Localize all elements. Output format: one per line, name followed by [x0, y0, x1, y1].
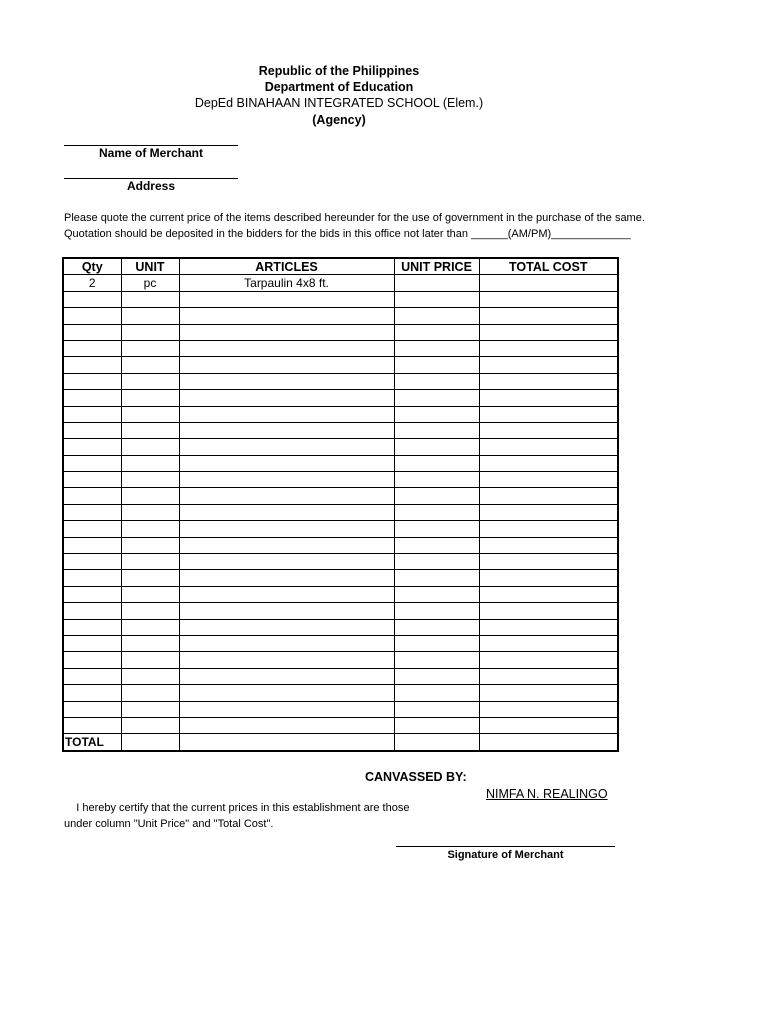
cell-total-cost[interactable] [479, 422, 618, 438]
cell-articles[interactable] [179, 504, 394, 520]
cell-qty[interactable] [63, 406, 121, 422]
table-row [63, 521, 618, 537]
cell-articles[interactable] [179, 586, 394, 602]
certification-line-2: under column "Unit Price" and "Total Cost". [64, 818, 274, 830]
cell-qty[interactable] [63, 340, 121, 356]
header-agency: (Agency) [312, 113, 366, 127]
cell-unit-price[interactable] [394, 373, 479, 389]
cell-qty[interactable] [63, 668, 121, 684]
cell-unit[interactable]: pc [121, 275, 179, 291]
cell-qty[interactable] [63, 422, 121, 438]
address-label: Address [126, 179, 176, 193]
table-row [63, 488, 618, 504]
cell-unit-price[interactable] [394, 455, 479, 471]
cell-unit-price[interactable] [394, 504, 479, 520]
cell-unit-price[interactable] [394, 668, 479, 684]
table-row [63, 504, 618, 520]
cell-qty[interactable] [63, 554, 121, 570]
cell-total-cost[interactable] [479, 488, 618, 504]
cell-qty[interactable] [63, 488, 121, 504]
table-row [63, 406, 618, 422]
cell-unit-price[interactable] [394, 340, 479, 356]
cell-total-cost[interactable] [479, 668, 618, 684]
cell-unit[interactable] [121, 455, 179, 471]
cell-unit[interactable] [121, 373, 179, 389]
total-articles-cell[interactable] [179, 734, 394, 751]
cell-unit[interactable] [121, 324, 179, 340]
table-row [63, 357, 618, 373]
cell-articles[interactable] [179, 619, 394, 635]
cell-unit[interactable] [121, 472, 179, 488]
cell-articles[interactable] [179, 717, 394, 733]
table-header-row [63, 258, 618, 275]
cell-qty[interactable] [63, 308, 121, 324]
cell-unit[interactable] [121, 570, 179, 586]
cell-qty[interactable] [63, 635, 121, 651]
cell-articles[interactable] [179, 635, 394, 651]
cell-unit-price[interactable] [394, 291, 479, 307]
total-label: TOTAL [63, 734, 121, 751]
cell-total-cost[interactable] [479, 603, 618, 619]
header-department: Department of Education [264, 80, 414, 94]
table-row [63, 668, 618, 684]
cell-total-cost[interactable] [479, 521, 618, 537]
cell-unit[interactable] [121, 668, 179, 684]
cell-total-cost[interactable] [479, 685, 618, 701]
cell-qty[interactable] [63, 586, 121, 602]
cell-total-cost[interactable] [479, 439, 618, 455]
table-row [63, 291, 618, 307]
signature-label: Signature of Merchant [447, 849, 564, 861]
certification-line-1: I hereby certify that the current prices in this establishment are those [64, 802, 410, 814]
cell-articles[interactable] [179, 324, 394, 340]
canvasser-name: NIMFA N. REALINGO [486, 787, 608, 801]
cell-total-cost[interactable] [479, 373, 618, 389]
cell-unit[interactable] [121, 291, 179, 307]
table-row [63, 685, 618, 701]
table-row [63, 586, 618, 602]
cell-articles[interactable] [179, 554, 394, 570]
table-row [63, 455, 618, 471]
cell-total-cost[interactable] [479, 308, 618, 324]
cell-unit[interactable] [121, 406, 179, 422]
cell-articles[interactable] [179, 373, 394, 389]
table-row [63, 439, 618, 455]
cell-articles[interactable] [179, 291, 394, 307]
cell-articles[interactable] [179, 406, 394, 422]
cell-articles[interactable] [179, 439, 394, 455]
total-cost-cell[interactable] [479, 734, 618, 751]
cell-total-cost[interactable] [479, 357, 618, 373]
cell-unit[interactable] [121, 537, 179, 553]
cell-qty[interactable] [63, 291, 121, 307]
cell-unit[interactable] [121, 521, 179, 537]
col-header-unit: UNIT [121, 258, 179, 275]
cell-unit-price[interactable] [394, 717, 479, 733]
cell-unit-price[interactable] [394, 324, 479, 340]
cell-unit-price[interactable] [394, 554, 479, 570]
cell-articles[interactable] [179, 340, 394, 356]
cell-total-cost[interactable] [479, 504, 618, 520]
cell-unit-price[interactable] [394, 603, 479, 619]
cell-qty[interactable] [63, 472, 121, 488]
cell-qty[interactable] [63, 455, 121, 471]
cell-qty[interactable] [63, 652, 121, 668]
cell-articles[interactable] [179, 537, 394, 553]
cell-total-cost[interactable] [479, 652, 618, 668]
cell-articles[interactable] [179, 521, 394, 537]
cell-qty[interactable] [63, 357, 121, 373]
cell-articles[interactable] [179, 668, 394, 684]
col-header-articles: ARTICLES [179, 258, 394, 275]
cell-unit[interactable] [121, 308, 179, 324]
table-row [63, 324, 618, 340]
cell-unit[interactable] [121, 340, 179, 356]
cell-unit-price[interactable] [394, 586, 479, 602]
cell-unit[interactable] [121, 685, 179, 701]
cell-qty[interactable] [63, 603, 121, 619]
cell-unit-price[interactable] [394, 439, 479, 455]
cell-unit[interactable] [121, 701, 179, 717]
cell-qty[interactable] [63, 619, 121, 635]
cell-unit-price[interactable] [394, 406, 479, 422]
cell-total-cost[interactable] [479, 291, 618, 307]
table-row [63, 275, 618, 291]
cell-articles[interactable] [179, 603, 394, 619]
table-row [63, 308, 618, 324]
cell-total-cost[interactable] [479, 635, 618, 651]
cell-total-cost[interactable] [479, 537, 618, 553]
cell-total-cost[interactable] [479, 717, 618, 733]
cell-unit-price[interactable] [394, 701, 479, 717]
cell-unit-price[interactable] [394, 635, 479, 651]
cell-total-cost[interactable] [479, 324, 618, 340]
cell-qty[interactable] [63, 373, 121, 389]
signature-line[interactable] [396, 846, 615, 847]
cell-unit-price[interactable] [394, 685, 479, 701]
col-header-total-cost: TOTAL COST [479, 258, 618, 275]
cell-total-cost[interactable] [479, 619, 618, 635]
table-row [63, 635, 618, 651]
cell-articles[interactable] [179, 652, 394, 668]
table-row [63, 603, 618, 619]
cell-unit-price[interactable] [394, 570, 479, 586]
total-unit-price-cell[interactable] [394, 734, 479, 751]
cell-articles[interactable] [179, 308, 394, 324]
cell-articles[interactable] [179, 701, 394, 717]
cell-unit[interactable] [121, 504, 179, 520]
cell-articles[interactable] [179, 390, 394, 406]
table-row [63, 554, 618, 570]
cell-qty[interactable] [63, 324, 121, 340]
cell-total-cost[interactable] [479, 554, 618, 570]
cell-articles[interactable] [179, 685, 394, 701]
cell-total-cost[interactable] [479, 586, 618, 602]
instructions-line-2: Quotation should be deposited in the bidders for the bids in this office not later than ______(AM/PM)_____________ [64, 228, 631, 240]
cell-unit-price[interactable] [394, 275, 479, 291]
cell-unit-price[interactable] [394, 308, 479, 324]
canvassed-by-label: CANVASSED BY: [365, 770, 467, 784]
cell-qty[interactable] [63, 570, 121, 586]
cell-unit-price[interactable] [394, 357, 479, 373]
cell-qty[interactable] [63, 439, 121, 455]
cell-unit[interactable] [121, 652, 179, 668]
cell-unit[interactable] [121, 390, 179, 406]
cell-articles[interactable] [179, 488, 394, 504]
header-school: DepEd BINAHAAN INTEGRATED SCHOOL (Elem.) [194, 96, 484, 110]
cell-total-cost[interactable] [479, 701, 618, 717]
cell-qty[interactable]: 2 [63, 275, 121, 291]
table-row [63, 652, 618, 668]
table-row [63, 390, 618, 406]
header-republic: Republic of the Philippines [258, 64, 420, 78]
table-row [63, 472, 618, 488]
cell-unit-price[interactable] [394, 537, 479, 553]
cell-total-cost[interactable] [479, 340, 618, 356]
cell-total-cost[interactable] [479, 275, 618, 291]
cell-unit[interactable] [121, 586, 179, 602]
cell-unit[interactable] [121, 603, 179, 619]
total-unit-cell[interactable] [121, 734, 179, 751]
cell-unit[interactable] [121, 439, 179, 455]
cell-total-cost[interactable] [479, 570, 618, 586]
cell-unit[interactable] [121, 717, 179, 733]
instructions-line-1: Please quote the current price of the items described hereunder for the use of government in the purchase of the same. [64, 212, 645, 224]
cell-articles[interactable]: Tarpaulin 4x8 ft. [179, 275, 394, 291]
table-total-row [63, 734, 618, 751]
table-row [63, 340, 618, 356]
cell-unit-price[interactable] [394, 422, 479, 438]
table-row [63, 619, 618, 635]
table-row [63, 373, 618, 389]
merchant-name-label: Name of Merchant [98, 146, 204, 160]
table-row [63, 570, 618, 586]
cell-total-cost[interactable] [479, 406, 618, 422]
table-row [63, 537, 618, 553]
cell-unit[interactable] [121, 488, 179, 504]
cell-unit[interactable] [121, 635, 179, 651]
cell-qty[interactable] [63, 701, 121, 717]
cell-unit[interactable] [121, 619, 179, 635]
table-row [63, 422, 618, 438]
table-row [63, 701, 618, 717]
table-row [63, 717, 618, 733]
cell-unit[interactable] [121, 554, 179, 570]
cell-articles[interactable] [179, 472, 394, 488]
quotation-table [62, 257, 619, 752]
cell-total-cost[interactable] [479, 472, 618, 488]
cell-unit[interactable] [121, 422, 179, 438]
cell-unit-price[interactable] [394, 390, 479, 406]
cell-articles[interactable] [179, 357, 394, 373]
cell-qty[interactable] [63, 390, 121, 406]
cell-qty[interactable] [63, 521, 121, 537]
cell-qty[interactable] [63, 537, 121, 553]
cell-articles[interactable] [179, 422, 394, 438]
cell-articles[interactable] [179, 570, 394, 586]
cell-unit-price[interactable] [394, 488, 479, 504]
cell-unit-price[interactable] [394, 652, 479, 668]
cell-unit-price[interactable] [394, 472, 479, 488]
col-header-qty: Qty [63, 258, 121, 275]
cell-unit-price[interactable] [394, 619, 479, 635]
col-header-unit-price: UNIT PRICE [394, 258, 479, 275]
cell-total-cost[interactable] [479, 455, 618, 471]
cell-articles[interactable] [179, 455, 394, 471]
cell-qty[interactable] [63, 504, 121, 520]
cell-qty[interactable] [63, 717, 121, 733]
cell-unit[interactable] [121, 357, 179, 373]
cell-unit-price[interactable] [394, 521, 479, 537]
cell-qty[interactable] [63, 685, 121, 701]
cell-total-cost[interactable] [479, 390, 618, 406]
